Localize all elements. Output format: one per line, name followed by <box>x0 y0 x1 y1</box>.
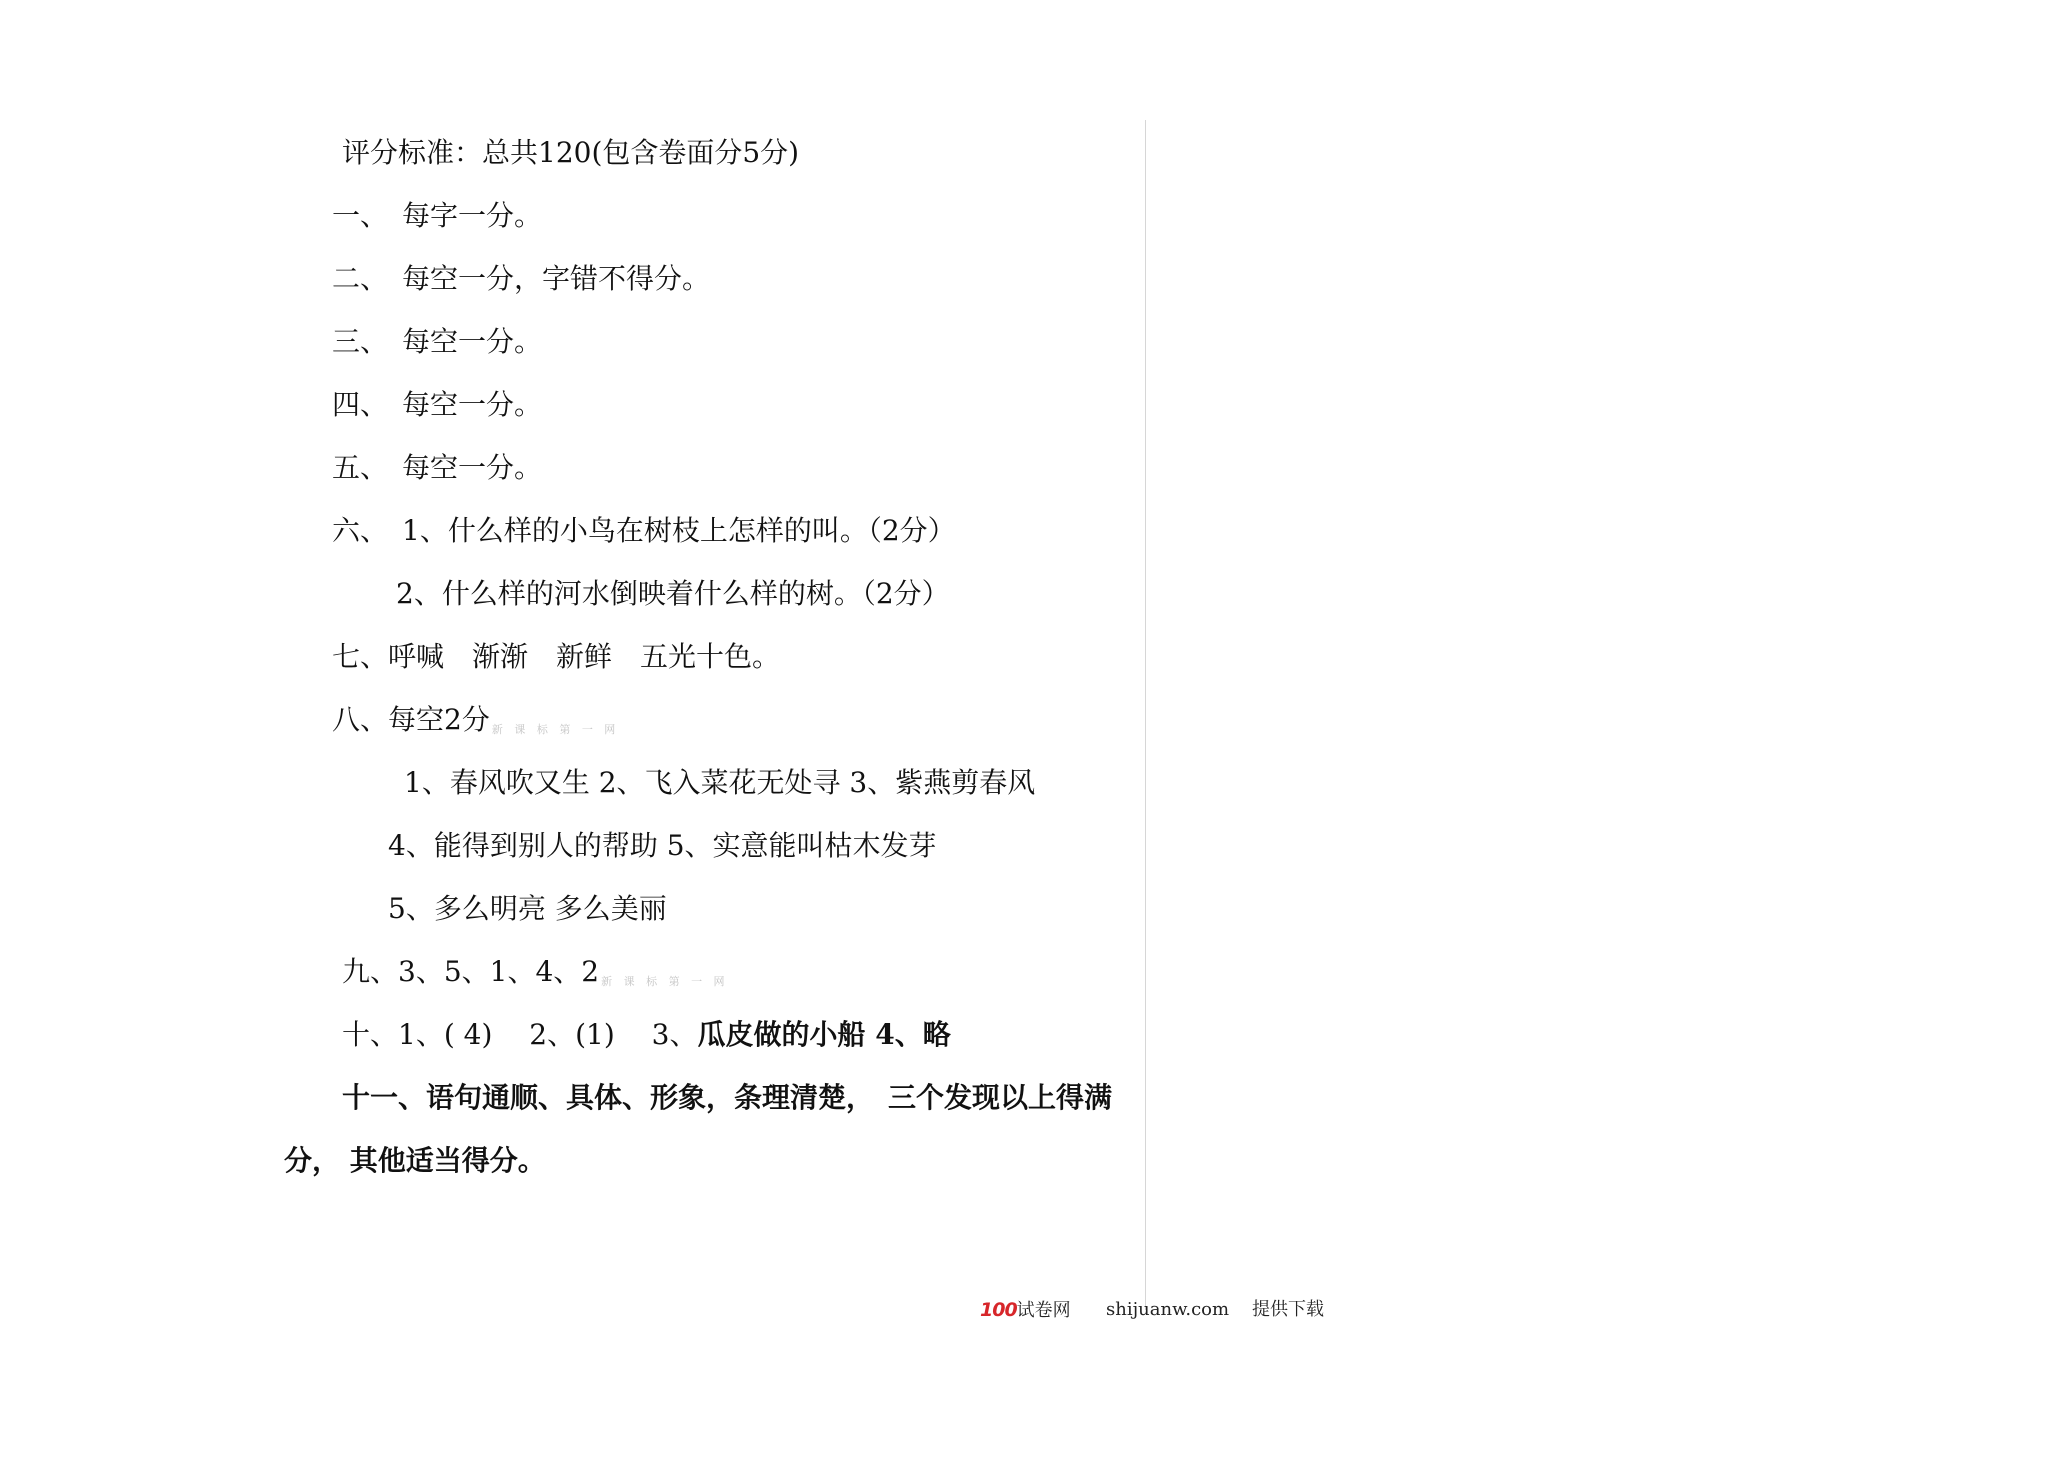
section-9-line <box>342 952 729 1002</box>
section-3-line: 三、 每空一分。 <box>332 325 543 358</box>
section-8-text: 八、每空2分 <box>332 703 490 736</box>
section-8a-line: 1、春风吹又生 2、飞入菜花无处寻 3、紫燕剪春风 <box>404 766 1036 799</box>
watermark-text: 新 课 标 第 一 网 <box>601 975 729 988</box>
section-10-bold-text: 瓜皮做的小船 4、略 <box>697 1018 951 1051</box>
footer-note: 提供下载 <box>1252 1299 1324 1320</box>
section-8b-line: 4、能得到别人的帮助 5、实意能叫枯木发芽 <box>388 829 937 862</box>
section-10-text: 十、1、( 4) 2、(1) 3、 <box>342 1018 698 1051</box>
section-11b-line: 分， 其他适当得分。 <box>284 1144 546 1177</box>
watermark-text: 新 课 标 第 一 网 <box>491 723 620 736</box>
section-6a-line: 六、 1、什么样的小鸟在树枝上怎样的叫。（2分） <box>332 514 956 547</box>
section-7-line: 七、呼喊 渐渐 新鲜 五光十色。 <box>332 640 781 673</box>
scoring-standard-line: 评分标准：总共120(包含卷面分5分) <box>342 136 800 169</box>
logo-number: 100 <box>980 1299 1017 1321</box>
page-divider <box>1145 120 1146 1310</box>
section-10-line <box>342 1015 951 1055</box>
logo-text: 试卷网 <box>1016 1300 1071 1321</box>
footer-site: shijuanw.com <box>1106 1299 1230 1320</box>
section-8c-line: 5、多么明亮 多么美丽 <box>388 892 667 925</box>
section-6b-line: 2、什么样的河水倒映着什么样的树。（2分） <box>396 577 950 610</box>
section-2-line: 二、 每空一分，字错不得分。 <box>332 262 711 295</box>
footer-logo <box>980 1296 1071 1324</box>
section-8-line <box>332 700 619 750</box>
section-4-line: 四、 每空一分。 <box>332 388 543 421</box>
section-9-text: 九、3、5、1、4、2 <box>342 955 600 988</box>
section-5-line: 五、 每空一分。 <box>332 451 543 484</box>
section-11a-line: 十一、语句通顺、具体、形象，条理清楚， 三个发现以上得满 <box>342 1081 1113 1114</box>
section-1-line: 一、 每字一分。 <box>332 199 543 232</box>
